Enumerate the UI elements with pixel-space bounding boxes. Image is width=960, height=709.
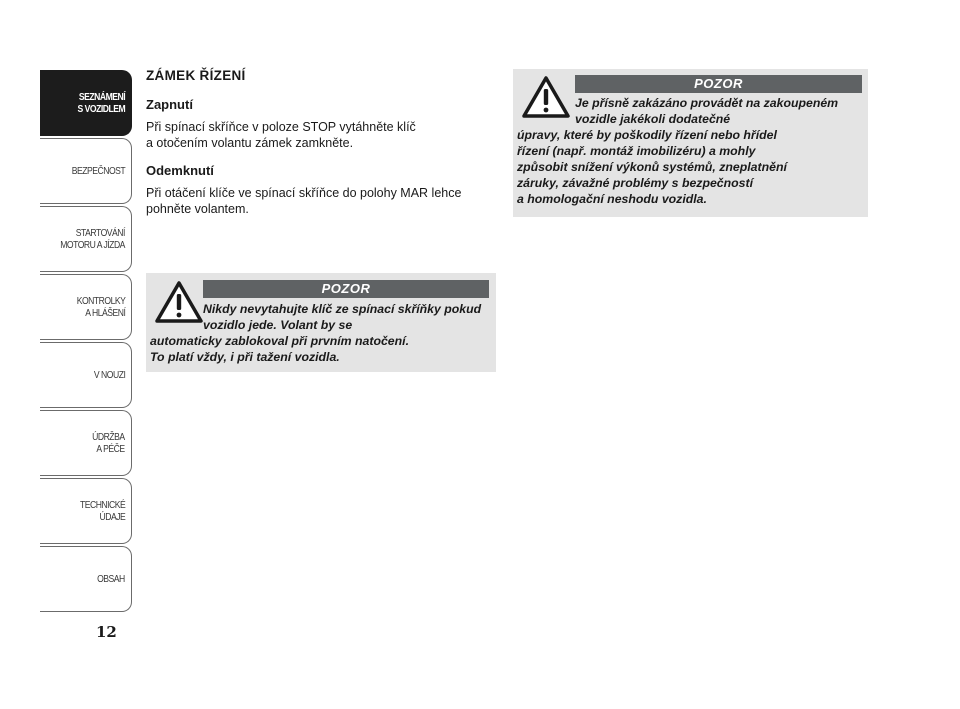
section-title: ZÁMEK ŘÍZENÍ bbox=[146, 68, 246, 83]
tab-startovani[interactable] bbox=[40, 206, 132, 272]
tab-label: OBSAH bbox=[97, 573, 125, 585]
warning-box bbox=[146, 273, 496, 372]
tab-label: KONTROLKY A HLÁŠENÍ bbox=[76, 295, 125, 319]
main-content bbox=[146, 64, 496, 229]
tab-label: STARTOVÁNÍ MOTORU A JÍZDA bbox=[60, 227, 125, 251]
warning-heading: POZOR bbox=[203, 280, 489, 298]
warning-heading: POZOR bbox=[575, 75, 862, 93]
tab-label: V NOUZI bbox=[93, 369, 125, 381]
paragraph-on: Při spínací skříňce v poloze STOP vytáhněte klíč a otočením volantu zámek zamkněte. bbox=[146, 120, 416, 150]
warning-box bbox=[513, 69, 868, 217]
tab-v-nouzi[interactable] bbox=[40, 342, 132, 408]
tab-label: BEZPEČNOST bbox=[71, 165, 125, 177]
warning-triangle-icon bbox=[521, 75, 571, 119]
tab-udrzba[interactable] bbox=[40, 410, 132, 476]
tab-obsah[interactable] bbox=[40, 546, 132, 612]
warning-text: automaticky zablokoval při prvním natočení. To platí vždy, i při tažení vozidla. bbox=[150, 334, 409, 364]
page-number: 12 bbox=[96, 623, 117, 641]
subheading-on: Zapnutí bbox=[146, 97, 193, 112]
subheading-off: Odemknutí bbox=[146, 163, 214, 178]
tab-bezpecnost[interactable] bbox=[40, 138, 132, 204]
tab-technicke[interactable] bbox=[40, 478, 132, 544]
paragraph-off: Při otáčení klíče ve spínací skříňce do polohy MAR lehce pohněte volantem. bbox=[146, 186, 462, 216]
warning-triangle-icon bbox=[154, 280, 204, 324]
warning-lead-text: Je přísně zakázáno provádět na zakoupeném vozidle jakékoli dodatečné bbox=[575, 96, 839, 126]
tab-label: TECHNICKÉ ÚDAJE bbox=[79, 499, 125, 523]
tab-kontrolky[interactable] bbox=[40, 274, 132, 340]
tab-label: SEZNÁMENÍ S VOZIDLEM bbox=[77, 91, 125, 115]
tab-label: ÚDRŽBA A PÉČE bbox=[92, 431, 125, 455]
chapter-sidebar bbox=[40, 70, 134, 614]
warning-text: úpravy, které by poškodily řízení nebo hřídel řízení (např. montáž imobilizéru) a mohly způsobit snížení výkonů systémů, zneplatnění záruky, závažné problémy s bezpečností a homologační neshodu vozidla. bbox=[517, 128, 787, 206]
warning-lead-text: Nikdy nevytahujte klíč ze spínací skříňky pokud vozidlo jede. Volant by se bbox=[203, 302, 482, 332]
tab-seznameni[interactable] bbox=[40, 70, 132, 136]
